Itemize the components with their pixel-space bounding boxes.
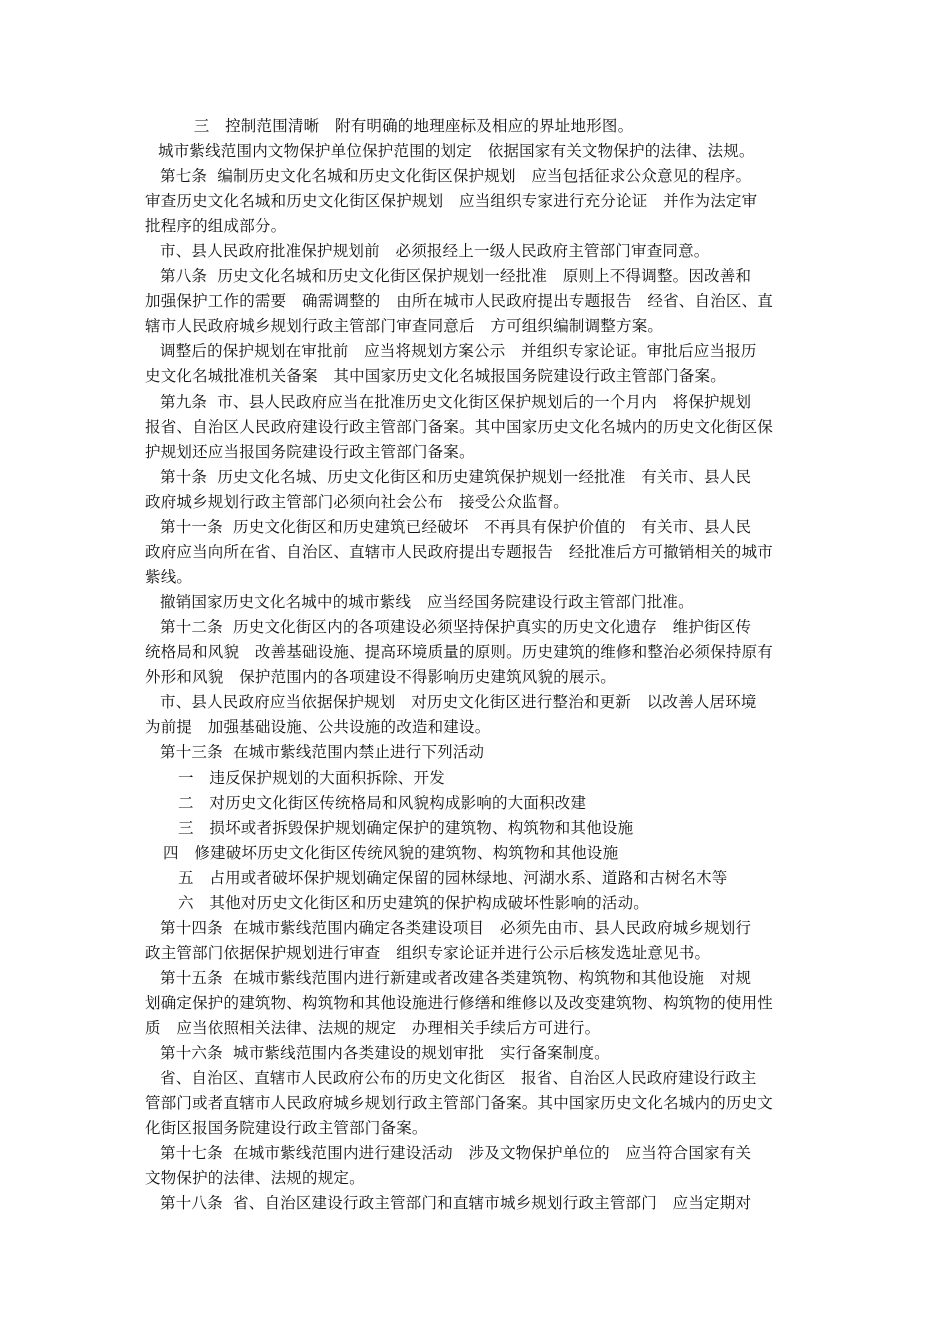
text-line-37: 质 应当依照相关法律、法规的规定 办理相关手续后方可进行。 <box>145 1019 601 1037</box>
text-line-36: 划确定保护的建筑物、构筑物和其他设施进行修缮和维修以及改变建筑物、构筑物的使用性 <box>145 994 774 1012</box>
list-item-6: 六 其他对历史文化街区和历史建筑的保护构成破坏性影响的活动。 <box>178 894 650 912</box>
text-line-2: 城市紫线范围内文物保护单位保护范围的划定 依据国家有关文物保护的法律、法规。 <box>158 142 755 160</box>
article-7-heading-line: 第七条 编制历史文化名城和历史文化街区保护规划 应当包括征求公众意见的程序。 <box>160 167 752 185</box>
text-line-18: 政府应当向所在省、自治区、直辖市人民政府提出专题报告 经批准后方可撤销相关的城市 <box>145 543 774 561</box>
text-line-43: 文物保护的法律、法规的规定。 <box>145 1169 365 1187</box>
list-item-1: 一 违反保护规划的大面积拆除、开发 <box>178 769 445 787</box>
list-item-2: 二 对历史文化街区传统格局和风貌构成影响的大面积改建 <box>178 794 587 812</box>
text-line-39: 省、自治区、直辖市人民政府公布的历史文化街区 报省、自治区人民政府建设行政主 <box>160 1069 757 1087</box>
text-line-16: 政府城乡规划行政主管部门必须向社会公布 接受公众监督。 <box>145 493 569 511</box>
article-18-heading-line: 第十八条 省、自治区建设行政主管部门和直辖市城乡规划行政主管部门 应当定期对 <box>160 1194 752 1212</box>
text-line-6: 市、县人民政府批准保护规划前 必须报经上一级人民政府主管部门审查同意。 <box>160 242 710 260</box>
text-line-11: 史文化名城批准机关备案 其中国家历史文化名城报国务院建设行政主管部门备案。 <box>145 367 726 385</box>
text-line-40: 管部门或者直辖市人民政府城乡规划行政主管部门备案。其中国家历史文化名城内的历史文 <box>145 1094 774 1112</box>
text-line-9: 辖市人民政府城乡规划行政主管部门审查同意后 方可组织编制调整方案。 <box>145 317 664 335</box>
article-16-heading-line: 第十六条 城市紫线范围内各类建设的规划审批 实行备案制度。 <box>160 1044 610 1062</box>
text-line-41: 化街区报国务院建设行政主管部门备案。 <box>145 1119 428 1137</box>
list-item-4: 四 修建破坏历史文化街区传统风貌的建筑物、构筑物和其他设施 <box>163 844 619 862</box>
list-item-3: 三 损坏或者拆毁保护规划确定保护的建筑物、构筑物和其他设施 <box>178 819 634 837</box>
text-line-4: 审查历史文化名城和历史文化街区保护规划 应当组织专家进行充分论证 并作为法定审 <box>145 192 758 210</box>
text-line-8: 加强保护工作的需要 确需调整的 由所在城市人民政府提出专题报告 经省、自治区、直 <box>145 292 774 310</box>
text-line-1: 三 控制范围清晰 附有明确的地理座标及相应的界址地形图。 <box>178 117 634 135</box>
list-item-5: 五 占用或者破坏保护规划确定保留的园林绿地、河湖水系、道路和古树名木等 <box>178 869 728 887</box>
text-line-34: 政主管部门依据保护规划进行审查 组织专家论证并进行公示后核发选址意见书。 <box>145 944 711 962</box>
article-14-heading-line: 第十四条 在城市紫线范围内确定各类建设项目 必须先由市、县人民政府城乡规划行 <box>160 919 752 937</box>
text-line-19: 紫线。 <box>145 568 193 586</box>
text-line-20: 撤销国家历史文化名城中的城市紫线 应当经国务院建设行政主管部门批准。 <box>160 593 694 611</box>
article-12-heading-line: 第十二条 历史文化街区内的各项建设必须坚持保护真实的历史文化遗存 维护街区传 <box>160 618 752 636</box>
article-10-heading-line: 第十条 历史文化名城、历史文化街区和历史建筑保护规划一经批准 有关市、县人民 <box>160 468 752 486</box>
article-13-heading-line: 第十三条 在城市紫线范围内禁止进行下列活动 <box>160 743 485 761</box>
article-11-heading-line: 第十一条 历史文化街区和历史建筑已经破坏 不再具有保护价值的 有关市、县人民 <box>160 518 752 536</box>
text-line-10: 调整后的保护规划在审批前 应当将规划方案公示 并组织专家论证。审批后应当报历 <box>160 342 757 360</box>
text-line-13: 报省、自治区人民政府建设行政主管部门备案。其中国家历史文化名城内的历史文化街区保 <box>145 418 774 436</box>
article-17-heading-line: 第十七条 在城市紫线范围内进行建设活动 涉及文物保护单位的 应当符合国家有关 <box>160 1144 752 1162</box>
article-9-heading-line: 第九条 市、县人民政府应当在批准历史文化街区保护规划后的一个月内 将保护规划 <box>160 393 752 411</box>
text-line-14: 护规划还应当报国务院建设行政主管部门备案。 <box>145 443 475 461</box>
article-15-heading-line: 第十五条 在城市紫线范围内进行新建或者改建各类建筑物、构筑物和其他设施 对规 <box>160 969 752 987</box>
text-line-23: 外形和风貌 保护范围内的各项建设不得影响历史建筑风貌的展示。 <box>145 668 617 686</box>
text-line-5: 批程序的组成部分。 <box>145 217 287 235</box>
article-8-heading-line: 第八条 历史文化名城和历史文化街区保护规划一经批准 原则上不得调整。因改善和 <box>160 267 752 285</box>
text-line-25: 为前提 加强基础设施、公共设施的改造和建设。 <box>145 718 491 736</box>
text-line-24: 市、县人民政府应当依据保护规划 对历史文化街区进行整治和更新 以改善人居环境 <box>160 693 757 711</box>
text-line-22: 统格局和风貌 改善基础设施、提高环境质量的原则。历史建筑的维修和整治必须保持原有 <box>145 643 774 661</box>
